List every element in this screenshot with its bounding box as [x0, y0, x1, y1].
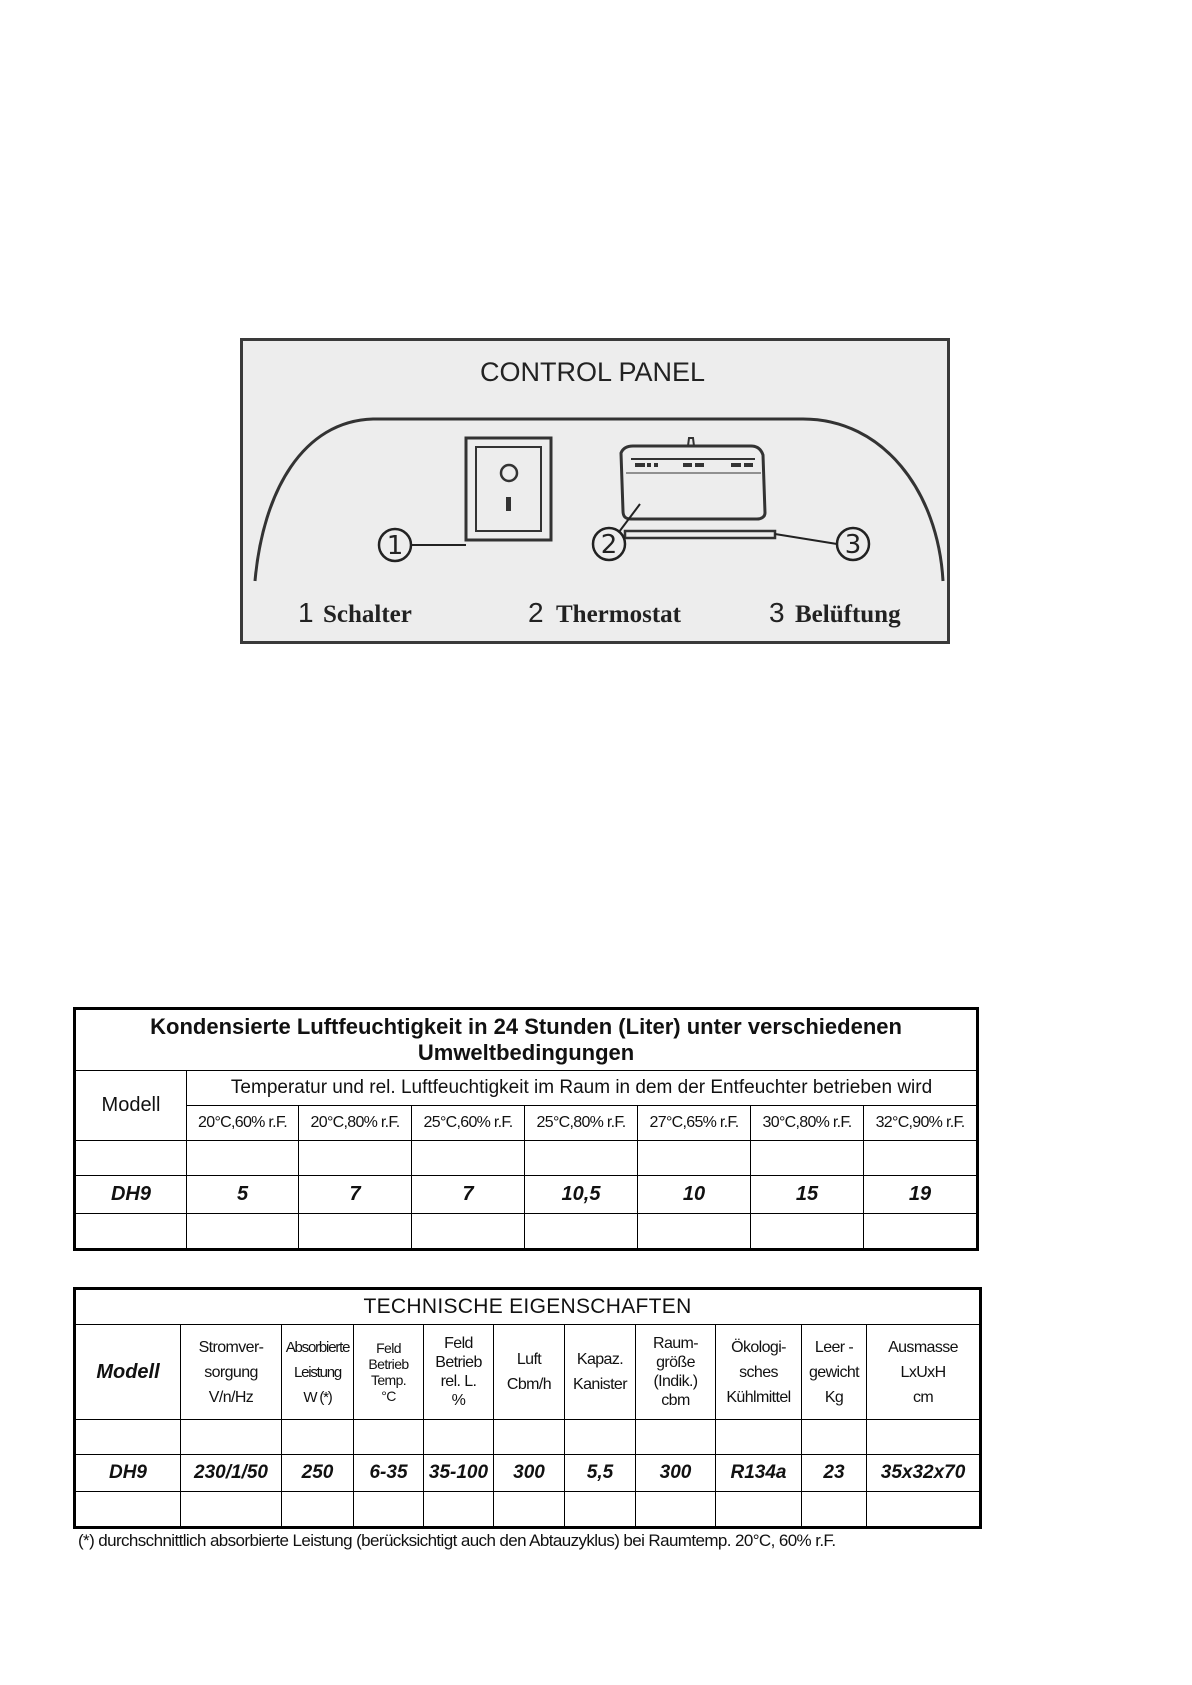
column-header: Ökologi- sches Kühlmittel [716, 1325, 802, 1420]
callout-3-number: 3 [844, 530, 862, 560]
technical-specs-table [73, 1287, 982, 1529]
table-cell: 250 [282, 1455, 354, 1492]
table-cell: 19 [864, 1176, 978, 1214]
table-cell: 5,5 [565, 1455, 636, 1492]
table-header-row [75, 1071, 978, 1106]
condition-header: 25°C,80% r.F. [525, 1106, 638, 1141]
label-thermostat: Thermostat [556, 601, 681, 628]
table-cell: 35-100 [424, 1455, 494, 1492]
table-cell: DH9 [75, 1455, 181, 1492]
column-header: Kapaz. Kanister [565, 1325, 636, 1420]
table-cell: R134a [716, 1455, 802, 1492]
table-header-row [75, 1106, 978, 1141]
table-row [75, 1420, 981, 1455]
table-cell: 10 [638, 1176, 751, 1214]
column-header: Raum- größe (Indik.) cbm [636, 1325, 716, 1420]
table-cell: DH9 [75, 1176, 187, 1214]
power-switch-icon [466, 438, 551, 540]
table-cell: 6-35 [354, 1455, 424, 1492]
table-title-row [75, 1289, 981, 1325]
condition-header: 27°C,65% r.F. [638, 1106, 751, 1141]
callout-1-number: 1 [386, 531, 404, 561]
control-panel-figure [240, 338, 950, 644]
footnote: (*) durchschnittlich absorbierte Leistung (berücksichtigt auch den Abtauzyklus) bei Raumtemp. 20°C, 60% r.F. [78, 1531, 836, 1550]
table-row [75, 1214, 978, 1250]
label-schalter: Schalter [323, 601, 412, 628]
condition-header: 20°C,60% r.F. [187, 1106, 299, 1141]
column-header: Luft Cbm/h [494, 1325, 565, 1420]
table-cell: 5 [187, 1176, 299, 1214]
column-header: Stromver- sorgung V/n/Hz [181, 1325, 282, 1420]
thermostat-dial-icon [621, 438, 765, 519]
table-row [75, 1176, 978, 1214]
column-header: Absorbierte Leistung W (*) [282, 1325, 354, 1420]
tech-table-title: TECHNISCHE EIGENSCHAFTEN [75, 1289, 981, 1325]
condition-header: 32°C,90% r.F. [864, 1106, 978, 1141]
label-3-number: 3 [769, 597, 785, 628]
table-cell: 300 [636, 1455, 716, 1492]
table-cell: 230/1/50 [181, 1455, 282, 1492]
table-row [75, 1141, 978, 1176]
condition-header: 25°C,60% r.F. [412, 1106, 525, 1141]
table-row [75, 1492, 981, 1528]
model-header: Modell [75, 1325, 181, 1420]
model-header: Modell [75, 1071, 187, 1141]
table-cell: 300 [494, 1455, 565, 1492]
table-row [75, 1455, 981, 1492]
column-header: Leer - gewicht Kg [802, 1325, 867, 1420]
conditions-header: Temperatur und rel. Luftfeuchtigkeit im Raum in dem der Entfeuchter betrieben wird [187, 1071, 978, 1106]
callout-1 [379, 529, 466, 561]
callout-2-number: 2 [600, 530, 618, 560]
label-belueftung: Belüftung [795, 601, 901, 628]
humidity-table-title: Kondensierte Luftfeuchtigkeit in 24 Stunden (Liter) unter verschiedenen Umweltbedingungen [75, 1009, 978, 1071]
column-header: Feld Betrieb rel. L. % [424, 1325, 494, 1420]
column-header: Feld Betrieb Temp. °C [354, 1325, 424, 1420]
table-title-row [75, 1009, 978, 1071]
table-cell: 15 [751, 1176, 864, 1214]
table-header-row [75, 1325, 981, 1420]
condition-header: 30°C,80% r.F. [751, 1106, 864, 1141]
column-header: Ausmasse LxUxH cm [867, 1325, 981, 1420]
table-cell: 7 [299, 1176, 412, 1214]
table-cell: 10,5 [525, 1176, 638, 1214]
callout-3 [775, 528, 869, 560]
control-panel-title: CONTROL PANEL [480, 357, 706, 387]
label-1-number: 1 [298, 597, 314, 628]
condition-header: 20°C,80% r.F. [299, 1106, 412, 1141]
humidity-table [73, 1007, 979, 1251]
table-cell: 35x32x70 [867, 1455, 981, 1492]
label-2-number: 2 [528, 597, 544, 628]
ventilation-slot-icon [625, 531, 775, 538]
table-cell: 7 [412, 1176, 525, 1214]
control-panel-drawing [243, 341, 947, 641]
table-cell: 23 [802, 1455, 867, 1492]
